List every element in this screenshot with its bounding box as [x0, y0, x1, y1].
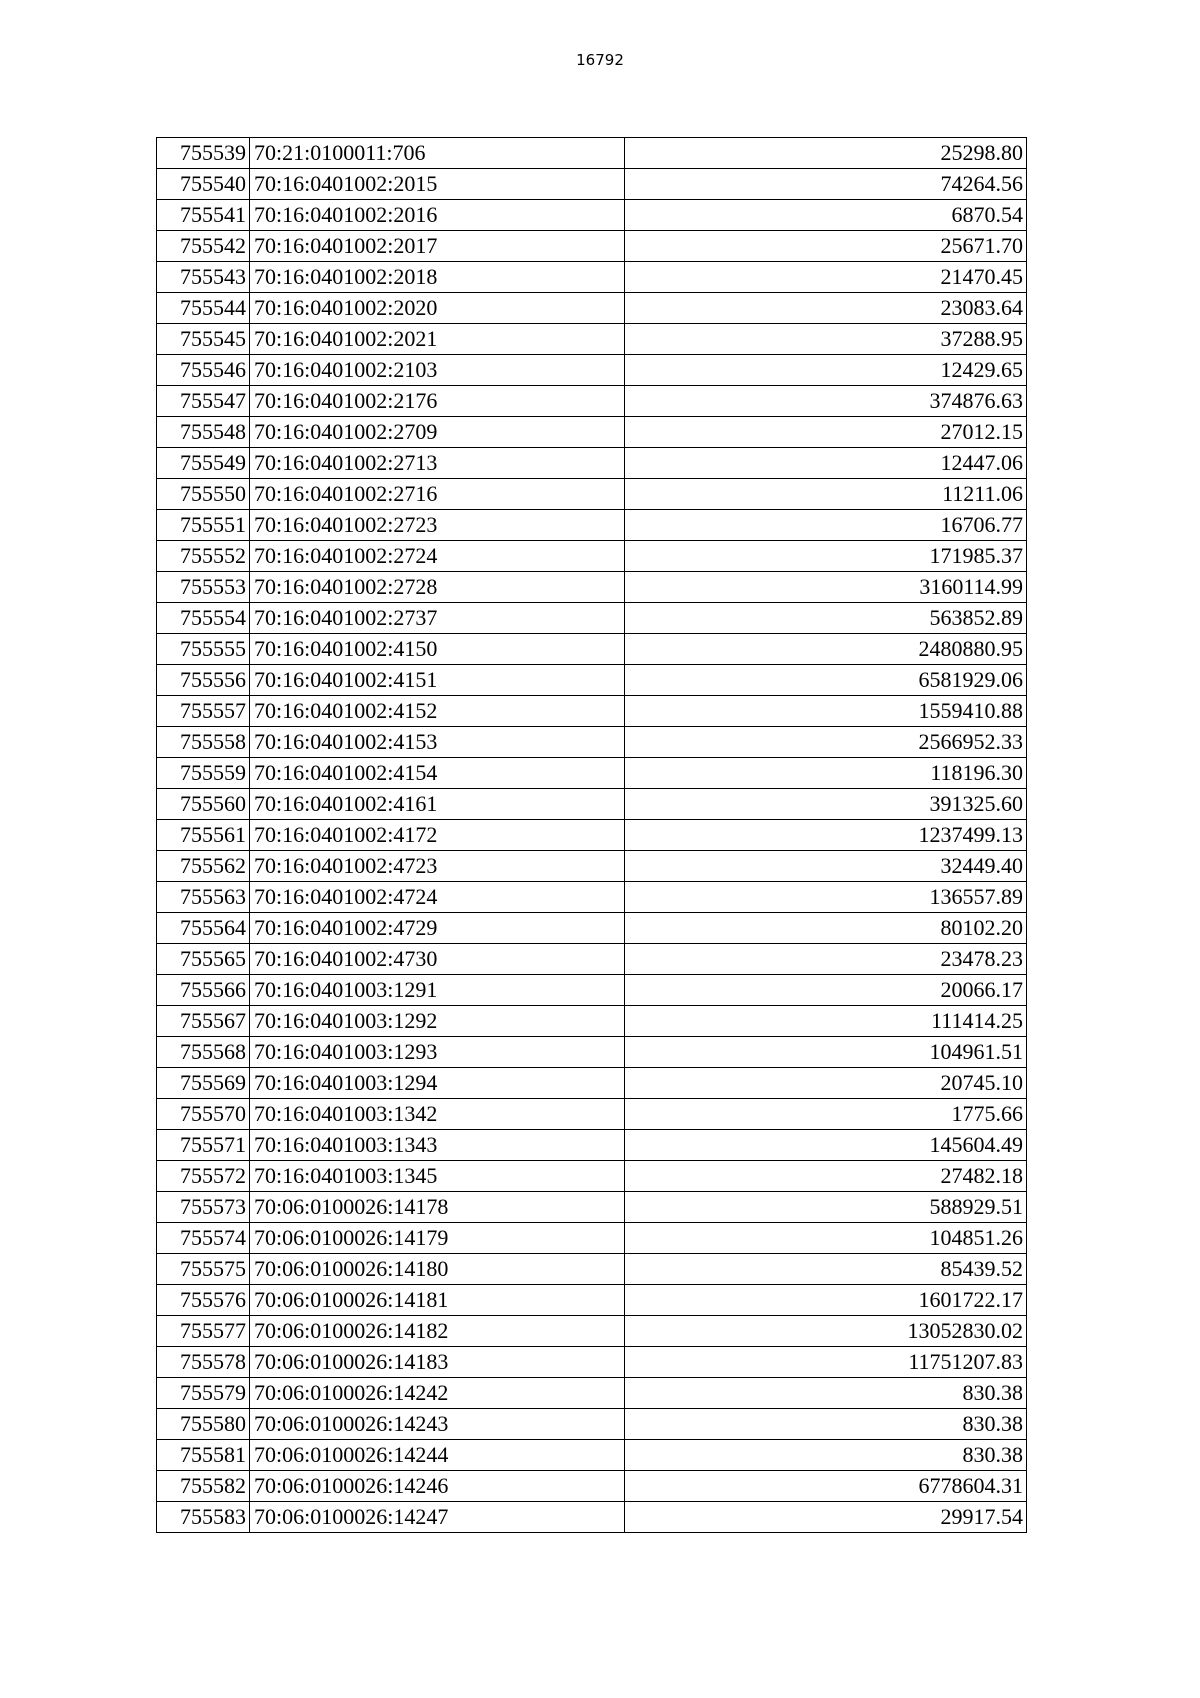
row-number-cell: 755575 — [157, 1254, 250, 1285]
table-row — [157, 758, 1027, 789]
value-cell: 6581929.06 — [625, 665, 1027, 696]
row-number-cell: 755577 — [157, 1316, 250, 1347]
row-number-cell: 755548 — [157, 417, 250, 448]
value-cell: 374876.63 — [625, 386, 1027, 417]
row-number-cell: 755543 — [157, 262, 250, 293]
value-cell: 25671.70 — [625, 231, 1027, 262]
page-number: 16792 — [576, 51, 624, 69]
value-cell: 588929.51 — [625, 1192, 1027, 1223]
table-row — [157, 231, 1027, 262]
row-number-cell: 755563 — [157, 882, 250, 913]
table-row — [157, 944, 1027, 975]
table-row — [157, 1254, 1027, 1285]
value-cell: 80102.20 — [625, 913, 1027, 944]
row-number-cell: 755579 — [157, 1378, 250, 1409]
table-row — [157, 634, 1027, 665]
row-number-cell: 755557 — [157, 696, 250, 727]
row-number-cell: 755540 — [157, 169, 250, 200]
value-cell: 11751207.83 — [625, 1347, 1027, 1378]
table-row — [157, 789, 1027, 820]
cadastral-number-cell: 70:06:0100026:14242 — [250, 1378, 625, 1409]
row-number-cell: 755541 — [157, 200, 250, 231]
row-number-cell: 755561 — [157, 820, 250, 851]
cadastral-number-cell: 70:16:0401003:1292 — [250, 1006, 625, 1037]
table-row — [157, 696, 1027, 727]
value-cell: 29917.54 — [625, 1502, 1027, 1533]
table-row — [157, 1440, 1027, 1471]
row-number-cell: 755550 — [157, 479, 250, 510]
row-number-cell: 755552 — [157, 541, 250, 572]
row-number-cell: 755556 — [157, 665, 250, 696]
cadastral-number-cell: 70:16:0401002:4172 — [250, 820, 625, 851]
row-number-cell: 755565 — [157, 944, 250, 975]
table-row — [157, 572, 1027, 603]
value-cell: 136557.89 — [625, 882, 1027, 913]
table-row — [157, 1006, 1027, 1037]
table-row — [157, 510, 1027, 541]
table-row — [157, 1316, 1027, 1347]
row-number-cell: 755568 — [157, 1037, 250, 1068]
value-cell: 830.38 — [625, 1409, 1027, 1440]
table-row — [157, 1409, 1027, 1440]
table-row — [157, 603, 1027, 634]
cadastral-number-cell: 70:16:0401002:4723 — [250, 851, 625, 882]
table-row — [157, 1223, 1027, 1254]
row-number-cell: 755567 — [157, 1006, 250, 1037]
cadastral-number-cell: 70:16:0401002:2176 — [250, 386, 625, 417]
row-number-cell: 755580 — [157, 1409, 250, 1440]
row-number-cell: 755547 — [157, 386, 250, 417]
table-row — [157, 293, 1027, 324]
cadastral-number-cell: 70:16:0401002:2020 — [250, 293, 625, 324]
value-cell: 830.38 — [625, 1378, 1027, 1409]
row-number-cell: 755558 — [157, 727, 250, 758]
cadastral-number-cell: 70:16:0401003:1293 — [250, 1037, 625, 1068]
cadastral-value-table — [156, 137, 1027, 1533]
cadastral-number-cell: 70:16:0401002:2716 — [250, 479, 625, 510]
value-cell: 25298.80 — [625, 138, 1027, 169]
value-cell: 74264.56 — [625, 169, 1027, 200]
table-row — [157, 1285, 1027, 1316]
cadastral-number-cell: 70:16:0401002:2016 — [250, 200, 625, 231]
table-row — [157, 1099, 1027, 1130]
cadastral-number-cell: 70:16:0401002:4724 — [250, 882, 625, 913]
value-cell: 27482.18 — [625, 1161, 1027, 1192]
table-row — [157, 1037, 1027, 1068]
value-cell: 85439.52 — [625, 1254, 1027, 1285]
row-number-cell: 755566 — [157, 975, 250, 1006]
cadastral-number-cell: 70:16:0401002:2709 — [250, 417, 625, 448]
row-number-cell: 755569 — [157, 1068, 250, 1099]
table-row — [157, 665, 1027, 696]
cadastral-number-cell: 70:16:0401003:1343 — [250, 1130, 625, 1161]
table-row — [157, 975, 1027, 1006]
table-row — [157, 479, 1027, 510]
row-number-cell: 755574 — [157, 1223, 250, 1254]
table-row — [157, 913, 1027, 944]
cadastral-number-cell: 70:16:0401002:2723 — [250, 510, 625, 541]
value-cell: 3160114.99 — [625, 572, 1027, 603]
value-cell: 145604.49 — [625, 1130, 1027, 1161]
cadastral-number-cell: 70:16:0401003:1342 — [250, 1099, 625, 1130]
table-row — [157, 1192, 1027, 1223]
row-number-cell: 755570 — [157, 1099, 250, 1130]
row-number-cell: 755583 — [157, 1502, 250, 1533]
value-cell: 27012.15 — [625, 417, 1027, 448]
cadastral-number-cell: 70:16:0401002:4150 — [250, 634, 625, 665]
value-cell: 6870.54 — [625, 200, 1027, 231]
value-cell: 11211.06 — [625, 479, 1027, 510]
value-cell: 104961.51 — [625, 1037, 1027, 1068]
row-number-cell: 755571 — [157, 1130, 250, 1161]
row-number-cell: 755559 — [157, 758, 250, 789]
table-row — [157, 200, 1027, 231]
row-number-cell: 755542 — [157, 231, 250, 262]
cadastral-number-cell: 70:16:0401003:1291 — [250, 975, 625, 1006]
value-cell: 104851.26 — [625, 1223, 1027, 1254]
row-number-cell: 755576 — [157, 1285, 250, 1316]
cadastral-number-cell: 70:16:0401002:4161 — [250, 789, 625, 820]
cadastral-number-cell: 70:16:0401002:2737 — [250, 603, 625, 634]
row-number-cell: 755578 — [157, 1347, 250, 1378]
value-cell: 23083.64 — [625, 293, 1027, 324]
table-row — [157, 1471, 1027, 1502]
cadastral-number-cell: 70:06:0100026:14178 — [250, 1192, 625, 1223]
cadastral-number-cell: 70:06:0100026:14182 — [250, 1316, 625, 1347]
cadastral-number-cell: 70:16:0401002:4730 — [250, 944, 625, 975]
value-cell: 1559410.88 — [625, 696, 1027, 727]
cadastral-number-cell: 70:16:0401002:2724 — [250, 541, 625, 572]
cadastral-number-cell: 70:16:0401002:2018 — [250, 262, 625, 293]
table-row — [157, 324, 1027, 355]
cadastral-number-cell: 70:06:0100026:14181 — [250, 1285, 625, 1316]
row-number-cell: 755554 — [157, 603, 250, 634]
cadastral-number-cell: 70:06:0100026:14246 — [250, 1471, 625, 1502]
cadastral-number-cell: 70:06:0100026:14179 — [250, 1223, 625, 1254]
table-row — [157, 448, 1027, 479]
value-cell: 171985.37 — [625, 541, 1027, 572]
cadastral-number-cell: 70:06:0100026:14247 — [250, 1502, 625, 1533]
value-cell: 2566952.33 — [625, 727, 1027, 758]
table-row — [157, 1378, 1027, 1409]
table-row — [157, 820, 1027, 851]
row-number-cell: 755546 — [157, 355, 250, 386]
table-row — [157, 386, 1027, 417]
value-cell: 12429.65 — [625, 355, 1027, 386]
table-row — [157, 169, 1027, 200]
table-row — [157, 417, 1027, 448]
table-row — [157, 138, 1027, 169]
cadastral-number-cell: 70:16:0401002:2713 — [250, 448, 625, 479]
table-row — [157, 1130, 1027, 1161]
row-number-cell: 755562 — [157, 851, 250, 882]
row-number-cell: 755564 — [157, 913, 250, 944]
table-row — [157, 1161, 1027, 1192]
cadastral-number-cell: 70:06:0100026:14243 — [250, 1409, 625, 1440]
table-row — [157, 262, 1027, 293]
row-number-cell: 755539 — [157, 138, 250, 169]
cadastral-number-cell: 70:16:0401002:4729 — [250, 913, 625, 944]
value-cell: 6778604.31 — [625, 1471, 1027, 1502]
cadastral-number-cell: 70:16:0401002:2017 — [250, 231, 625, 262]
value-cell: 20745.10 — [625, 1068, 1027, 1099]
table-row — [157, 1068, 1027, 1099]
value-cell: 1601722.17 — [625, 1285, 1027, 1316]
table-row — [157, 851, 1027, 882]
table-row — [157, 541, 1027, 572]
value-cell: 830.38 — [625, 1440, 1027, 1471]
table-row — [157, 727, 1027, 758]
row-number-cell: 755582 — [157, 1471, 250, 1502]
cadastral-number-cell: 70:16:0401003:1345 — [250, 1161, 625, 1192]
table-row — [157, 1502, 1027, 1533]
row-number-cell: 755560 — [157, 789, 250, 820]
value-cell: 21470.45 — [625, 262, 1027, 293]
value-cell: 23478.23 — [625, 944, 1027, 975]
row-number-cell: 755572 — [157, 1161, 250, 1192]
value-cell: 391325.60 — [625, 789, 1027, 820]
value-cell: 32449.40 — [625, 851, 1027, 882]
row-number-cell: 755555 — [157, 634, 250, 665]
row-number-cell: 755549 — [157, 448, 250, 479]
row-number-cell: 755544 — [157, 293, 250, 324]
table-row — [157, 1347, 1027, 1378]
row-number-cell: 755551 — [157, 510, 250, 541]
table-row — [157, 355, 1027, 386]
value-cell: 1237499.13 — [625, 820, 1027, 851]
value-cell: 563852.89 — [625, 603, 1027, 634]
cadastral-number-cell: 70:16:0401002:4154 — [250, 758, 625, 789]
value-cell: 37288.95 — [625, 324, 1027, 355]
value-cell: 12447.06 — [625, 448, 1027, 479]
cadastral-number-cell: 70:16:0401002:2103 — [250, 355, 625, 386]
cadastral-number-cell: 70:16:0401003:1294 — [250, 1068, 625, 1099]
cadastral-number-cell: 70:16:0401002:4152 — [250, 696, 625, 727]
cadastral-number-cell: 70:06:0100026:14244 — [250, 1440, 625, 1471]
cadastral-number-cell: 70:06:0100026:14183 — [250, 1347, 625, 1378]
row-number-cell: 755545 — [157, 324, 250, 355]
table-row — [157, 882, 1027, 913]
value-cell: 111414.25 — [625, 1006, 1027, 1037]
cadastral-number-cell: 70:16:0401002:2728 — [250, 572, 625, 603]
value-cell: 16706.77 — [625, 510, 1027, 541]
value-cell: 13052830.02 — [625, 1316, 1027, 1347]
cadastral-number-cell: 70:21:0100011:706 — [250, 138, 625, 169]
row-number-cell: 755573 — [157, 1192, 250, 1223]
row-number-cell: 755581 — [157, 1440, 250, 1471]
cadastral-number-cell: 70:06:0100026:14180 — [250, 1254, 625, 1285]
value-cell: 20066.17 — [625, 975, 1027, 1006]
cadastral-number-cell: 70:16:0401002:2015 — [250, 169, 625, 200]
cadastral-number-cell: 70:16:0401002:4153 — [250, 727, 625, 758]
value-cell: 2480880.95 — [625, 634, 1027, 665]
row-number-cell: 755553 — [157, 572, 250, 603]
cadastral-number-cell: 70:16:0401002:2021 — [250, 324, 625, 355]
table-body — [157, 138, 1027, 1533]
cadastral-number-cell: 70:16:0401002:4151 — [250, 665, 625, 696]
value-cell: 118196.30 — [625, 758, 1027, 789]
value-cell: 1775.66 — [625, 1099, 1027, 1130]
